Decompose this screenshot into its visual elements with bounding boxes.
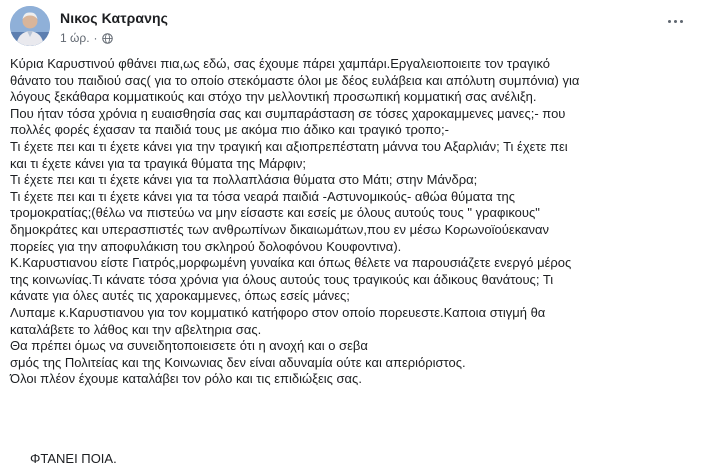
post-meta <box>60 31 113 45</box>
profile-photo-icon <box>10 6 50 46</box>
post-text-line: Όλοι πλέον έχουμε καταλάβει τον ρόλο και τις επιδιώξεις σας. <box>10 371 362 387</box>
author-avatar[interactable] <box>10 6 50 46</box>
post-closing-line: ΦΤΑΝΕΙ ΠΟΙΑ. <box>30 451 117 466</box>
post-text-line: Που ήταν τόσα χρόνια η ευαισθησία σας και συμπαράσταση σε τόσες χαροκαμμενες μανες;- που <box>10 105 566 121</box>
post-text-line: θάνατο του παιδιού σας( για το οποίο στεκόμαστε όλοι με δέος ευλάβεια και απόλυτη συμπόνια) για <box>10 72 580 88</box>
post-time[interactable]: 1 ώρ. <box>60 31 90 45</box>
meta-separator: · <box>93 31 98 45</box>
post-text-line: Λυπαμε κ.Καρυστιανου για τον κομματικό κατήφορο στον οποίο πορευεστε.Καποια στιγμή θα <box>10 304 546 320</box>
post-text-line: λόγους ξεκάθαρα κομματικούς και στόχο την μελλοντική προσωπική κομματική σας ανέλιξη. <box>10 89 537 105</box>
globe-icon[interactable] <box>102 33 113 44</box>
post-text-line: Τι έχετε πει και τι έχετε κάνει για την τραγική και αξιοπρεπέστατη μάννα του Αξαρλιάν; Τι έχετε πει <box>10 138 568 154</box>
post-header <box>10 4 692 48</box>
post-text-line: κάνατε για όλες αυτές τις χαροκαμμενες, όπως εσείς μάνες; <box>10 288 350 304</box>
post-text-line: και τι έχετε κάνει για τα τραγικά θύματα της Μάρφιν; <box>10 155 306 171</box>
author-name[interactable]: Νικος Κατρανης <box>60 10 168 26</box>
post-text-line: Θα πρέπει όμως να συνειδητοποιεισετε ότι η ανοχή και ο σεβα <box>10 338 368 354</box>
post-text-line: πολλές φορές έχασαν τα παιδιά τους με ακόμα πιο άδικο και τραγικό τροπο;- <box>10 122 449 138</box>
post-body <box>10 56 696 388</box>
post-text-line: πορείες για την αποφυλάκιση του σκληρού δολοφόνου Κουφοντινα). <box>10 238 402 254</box>
post-text-line: Κ.Καρυστιανου είστε Γιατρός,μορφωμένη γυναίκα και όπως θέλετε να παρουσιάζετε ενεργό μέρος <box>10 255 572 271</box>
post-text-line: τρομοκρατίας;(θέλω να πιστεύω να μην είσαστε και εσείς με όλους αυτούς τους " γραφικους" <box>10 205 540 221</box>
post-text-line: της κοινωνίας.Τι κάνατε τόσα χρόνια για όλους αυτούς τους τραγικούς και άδικους θανάτους; Τι <box>10 271 554 287</box>
more-options-icon[interactable] <box>664 14 686 28</box>
post-text-line: Τι έχετε πει και τι έχετε κάνει για τα τόσα νεαρά παιδιά -Αστυνομικούς- αθώα θύματα της <box>10 188 516 204</box>
post-text-line: δημοκράτες και υπερασπιστές των ανθρωπίνων δικαιωμάτων,που εν μέσω Κορωνοϊούεκαναν <box>10 221 550 237</box>
post-text-line: Τι έχετε πει και τι έχετε κάνει για τα πολλαπλάσια θύματα στο Μάτι; στην Μάνδρα; <box>10 172 478 188</box>
post-text-line: σμός της Πολιτείας και της Κοινωνιας δεν είναι αδυναμία ούτε και απεριόριστος. <box>10 354 466 370</box>
post-text-line: Κύρια Καρυστινού φθάνει πια,ως εδώ, σας έχουμε πάρει χαμπάρι.Εργαλειοποιειτε τον τραγικό <box>10 56 550 71</box>
post-text-line: καταλάβετε το λάθος και την αβελτηρια σας. <box>10 321 262 337</box>
